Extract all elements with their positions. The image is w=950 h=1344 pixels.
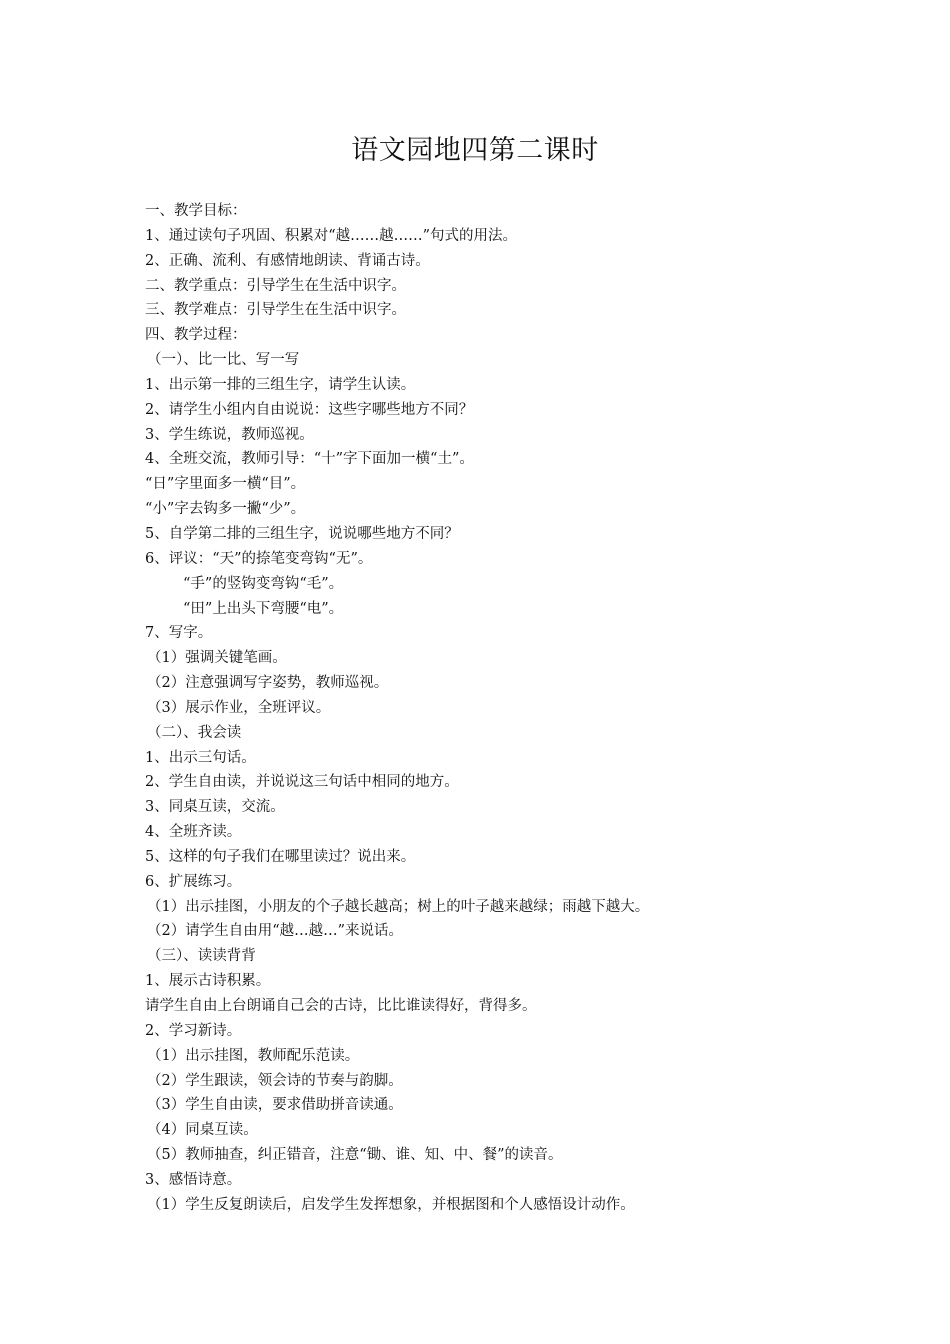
process-step-1: 1、出示第一排的三组生字，请学生认读。 (145, 376, 416, 393)
read-step-3: 3、同桌互读，交流。 (145, 799, 285, 816)
process-note-ri: “日”字里面多一横“目”。 (145, 476, 306, 493)
poem-item-5: （5）教师抽查，纠正错音，注意“锄、谁、知、中、餐”的读音。 (147, 1147, 563, 1164)
recite-step-2: 2、学习新诗。 (145, 1022, 242, 1039)
process-note-shou: “手”的竖钩变弯钩“毛”。 (183, 575, 344, 592)
read-step-6: 6、扩展练习。 (145, 873, 242, 890)
writing-item-3: （3）展示作业，全班评议。 (147, 699, 331, 716)
poem-item-4: （4）同桌互读。 (147, 1122, 258, 1139)
recite-step-3: 3、感悟诗意。 (145, 1171, 242, 1188)
objective-item-1: 1、通过读句子巩固、积累对“越……越……”句式的用法。 (145, 227, 518, 244)
writing-item-2: （2）注意强调写字姿势，教师巡视。 (147, 675, 389, 692)
read-step-4: 4、全班齐读。 (145, 824, 242, 841)
extension-item-1: （1）出示挂图，小朋友的个子越长越高；树上的叶子越来越绿；雨越下越大。 (147, 898, 650, 915)
process-step-5: 5、自学第二排的三组生字，说说哪些地方不同？ (145, 525, 459, 542)
read-step-1: 1、出示三句话。 (145, 749, 256, 766)
read-step-5: 5、这样的句子我们在哪里读过？说出来。 (145, 848, 416, 865)
section-heading-key-point: 二、教学重点：引导学生在生活中识字。 (145, 277, 406, 294)
document-title: 语文园地四第二课时 (351, 135, 599, 166)
section-heading-objectives: 一、教学目标： (145, 203, 247, 219)
document-body (145, 199, 905, 1218)
process-step-4: 4、全班交流，教师引导：“十”字下面加一横“土”。 (145, 451, 474, 468)
recite-step-1: 1、展示古诗积累。 (145, 973, 271, 990)
process-step-7: 7、写字。 (145, 625, 213, 642)
section-heading-process: 四、教学过程： (145, 327, 247, 344)
extension-item-2: （2）请学生自由用“越…越…”来说话。 (147, 923, 404, 940)
process-step-2: 2、请学生小组内自由说说：这些字哪些地方不同？ (145, 401, 474, 418)
objective-item-2: 2、正确、流利、有感情地朗读、背诵古诗。 (145, 252, 430, 269)
subsection-heading-read: （二）、我会读 (147, 724, 242, 741)
writing-item-1: （1）强调关键笔画。 (147, 650, 287, 667)
subsection-heading-recite: （三）、读读背背 (147, 948, 256, 965)
read-step-2: 2、学生自由读，并说说这三句话中相同的地方。 (145, 774, 459, 791)
meaning-item-1: （1）学生反复朗读后，启发学生发挥想象，并根据图和个人感悟设计动作。 (147, 1196, 635, 1213)
subsection-heading-compare: （一）、比一比、写一写 (147, 352, 300, 369)
poem-item-2: （2）学生跟读，领会诗的节奏与韵脚。 (147, 1072, 403, 1089)
recite-note-1: 请学生自由上台朗诵自己会的古诗，比比谁读得好，背得多。 (145, 998, 537, 1014)
process-note-tian: “田”上出头下弯腰“电”。 (183, 600, 344, 617)
process-note-xiao: “小”字去钩多一撇“少”。 (145, 501, 306, 518)
process-step-6: 6、评议：“天”的捺笔变弯钩“无”。 (145, 550, 373, 567)
poem-item-3: （3）学生自由读，要求借助拼音读通。 (147, 1097, 403, 1114)
process-step-3: 3、学生练说，教师巡视。 (145, 426, 314, 443)
poem-item-1: （1）出示挂图，教师配乐范读。 (147, 1047, 360, 1064)
section-heading-difficulty: 三、教学难点：引导学生在生活中识字。 (145, 302, 406, 319)
